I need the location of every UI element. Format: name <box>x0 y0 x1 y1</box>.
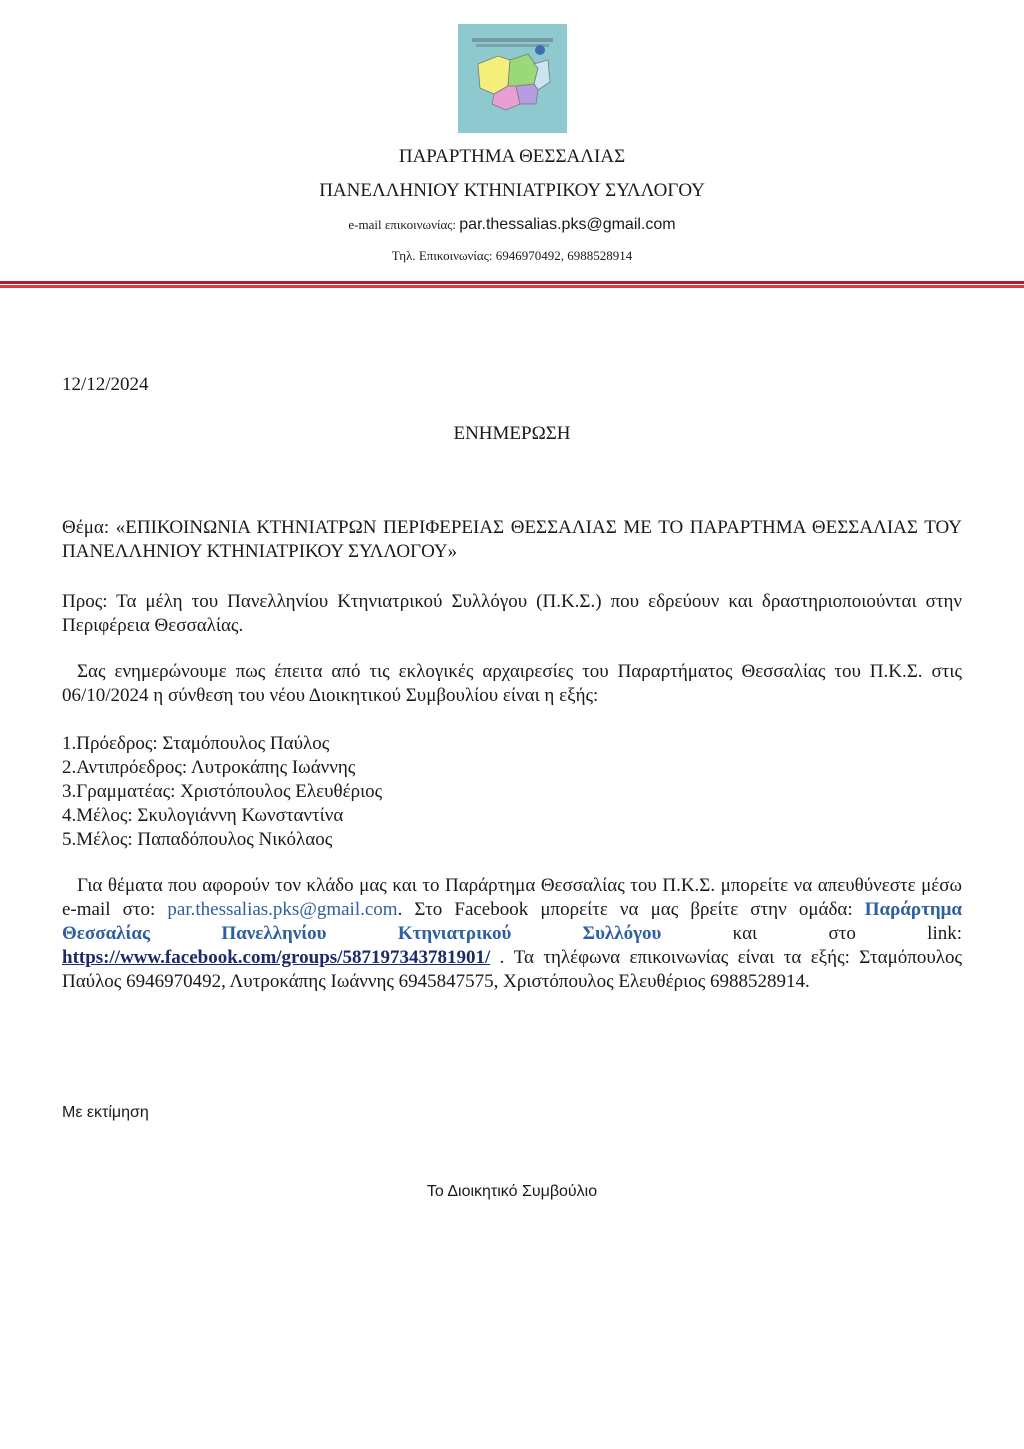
list-item: 4.Μέλος: Σκυλογιάννη Κωνσταντίνα <box>62 805 344 826</box>
list-item: 1.Πρόεδρος: Σταμόπουλος Παύλος <box>62 733 330 754</box>
header-divider-light <box>0 285 1024 288</box>
recipients-paragraph: Προς: Τα μέλη του Πανελληνίου Κτηνιατρικού Συλλόγου (Π.Κ.Σ.) που εδρεύουν και δραστηριοποιούνται στην Περιφέρεια Θεσσαλίας. <box>62 591 962 636</box>
document-date: 12/12/2024 <box>62 374 149 395</box>
contact-text: Για θέματα που αφορούν τον κλάδο μας και το Παράρτημα Θεσσαλίας του Π.Κ.Σ. μπορείτε να απευθύνεστε μέσω e-mail στο: <box>62 875 962 920</box>
email-label: e-mail επικοινωνίας: <box>348 217 460 232</box>
list-item: 2.Αντιπρόεδρος: Λυτροκάπης Ιωάννης <box>62 757 356 778</box>
closing-greeting: Με εκτίμηση <box>62 1104 149 1121</box>
contact-text: . Τα τηλέφωνα επικοινωνίας είναι τα εξής: Σταμόπουλος Παύλος 6946970492, Λυτροκάπης Ιωάννης 6945847575, Χριστόπουλος Ελευθέριος 6988528914. <box>62 947 962 992</box>
org-name-line-2: ΠΑΝΕΛΛΗΝΙΟΥ ΚΤΗΝΙΑΤΡΙΚΟΥ ΣΥΛΛΟΓΟΥ <box>319 180 705 201</box>
header-email[interactable]: par.thessalias.pks@gmail.com <box>459 216 676 233</box>
signature: Το Διοικητικό Συμβούλιο <box>426 1183 598 1200</box>
header-email-line <box>0 216 1024 234</box>
list-item: 3.Γραμματέας: Χριστόπουλος Ελευθέριος <box>62 781 383 802</box>
subject-paragraph: Θέμα: «ΕΠΙΚΟΙΝΩΝΙΑ ΚΤΗΝΙΑΤΡΩΝ ΠΕΡΙΦΕΡΕΙΑΣ ΘΕΣΣΑΛΙΑΣ ΜΕ ΤΟ ΠΑΡΑΡΤΗΜΑ ΘΕΣΣΑΛΙΑΣ ΤΟΥ ΠΑΝΕΛΛΗΝΙΟΥ ΚΤΗΝΙΑΤΡΙΚΟΥ ΣΥΛΛΟΓΟΥ» <box>62 517 962 562</box>
org-name-line-1: ΠΑΡΑΡΤΗΜΑ ΘΕΣΣΑΛΙΑΣ <box>398 146 626 167</box>
facebook-group-name[interactable]: Παράρτημα Θεσσαλίας Πανελληνίου Κτηνιατρικού Συλλόγου <box>62 899 962 944</box>
header-phone-line: Τηλ. Επικοινωνίας: 6946970492, 6988528914 <box>391 248 633 263</box>
contact-paragraph <box>62 874 962 994</box>
header-divider-dark <box>0 281 1024 284</box>
list-item: 5.Μέλος: Παπαδόπουλος Νικόλαος <box>62 829 333 850</box>
facebook-group-link[interactable]: https://www.facebook.com/groups/587197343781901/ <box>62 947 491 968</box>
org-logo-map <box>458 24 567 133</box>
intro-paragraph: Σας ενημερώνουμε πως έπειτα από τις εκλογικές αρχαιρεσίες του Παραρτήματος Θεσσαλίας του Π.Κ.Σ. στις 06/10/2024 η σύνθεση του νέου Διοικητικού Συμβουλίου είναι η εξής: <box>62 661 962 706</box>
board-members-list <box>62 732 962 852</box>
contact-text: . Στο Facebook μπορείτε να μας βρείτε στην ομάδα: <box>397 899 865 920</box>
contact-email-link[interactable]: par.thessalias.pks@gmail.com <box>167 899 398 920</box>
contact-text: και στο link: <box>661 923 963 944</box>
notice-title: ΕΝΗΜΕΡΩΣΗ <box>453 423 571 444</box>
